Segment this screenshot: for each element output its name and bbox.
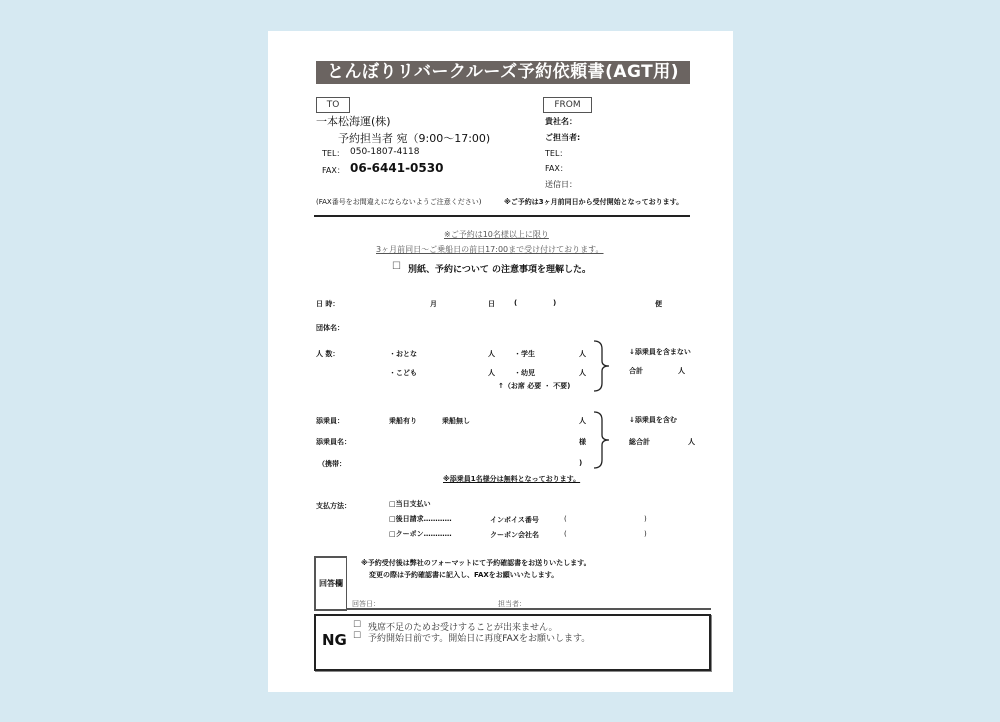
day-unit: 日 [488,300,495,308]
mobile-close: ) [579,459,583,467]
infant-unit: 人 [579,369,586,377]
to-recipient: 予約担当者 宛（9:00～17:00) [338,132,491,145]
notice-checkbox[interactable]: ☐ [392,261,401,272]
to-tel-label: TEL： [322,149,345,158]
from-person-label: ご担当者: [545,133,581,142]
ng-box [314,614,711,671]
from-tag: FROM [543,97,592,113]
payment-option-same-day[interactable]: □当日支払い [389,500,431,508]
payment-option-coupon[interactable]: □クーポン………… [389,530,452,538]
honorific: 様 [579,438,586,446]
invoice-open: ( [564,515,567,523]
adult-unit: 人 [488,350,495,358]
answer-note2: 変更の際は予約確認書に記入し、FAXをお願いいたします。 [369,571,559,579]
to-company: 一本松海運(株) [316,115,391,128]
incl-escort-note: ↓添乗員を含む [629,416,677,424]
to-fax-note: (FAX番号をお間違えにならないようご注意ください) [316,198,482,206]
escort-free-note: ※添乗員1名様分は無料となっております。 [443,475,581,483]
notice-line1: ※ご予約は10名様以上に限り [444,230,549,239]
student-unit: 人 [579,350,586,358]
from-fax-label: FAX： [545,164,568,173]
month-unit: 月 [430,300,437,308]
divider-top [314,215,690,217]
ng-option-1: 残席不足のためお受けすることが出来ません。 [368,623,558,633]
grand-total-unit: 人 [688,438,695,446]
answer-person-label: 担当者： [498,600,526,608]
datetime-label: 日 時： [316,300,340,308]
coupon-open: ( [564,530,567,538]
group-label: 団体名： [316,324,344,332]
total-unit: 人 [678,367,685,375]
escort-unit: 人 [579,417,586,425]
ng-checkbox-1[interactable]: ☐ [353,620,362,630]
from-company-label: 貴社名： [545,117,577,126]
reservation-form-page [268,31,733,692]
to-tag: TO [316,97,350,113]
to-fax-value: 06-6441-0530 [350,161,444,175]
answer-box-text: 回答欄 [319,579,343,588]
boarding-yes[interactable]: 乗船有り [389,417,417,425]
mobile-label: （携帯： [318,460,346,468]
ng-option-2: 予約開始日前です。開始日に再度FAXをお願いします。 [368,634,591,644]
seat-note: ↑（お席 必要 ・ 不要) [498,382,571,390]
student-label: ・学生 [514,350,535,358]
payment-option-invoice[interactable]: □後日請求………… [389,515,452,523]
form-title: とんぼりリバークルーズ予約依頼書(AGT用) [316,61,690,84]
brace-escort-icon [592,410,612,470]
brace-people-icon [592,339,612,393]
adult-label: ・おとな [389,350,417,358]
from-sent-date-label: 送信日： [545,180,577,189]
ng-checkbox-2[interactable]: ☐ [353,631,362,641]
boarding-no[interactable]: 乗船無し [442,417,470,425]
notice-checkbox-label: 別紙、予約について の注意事項を理解した。 [408,265,591,275]
child-unit: 人 [488,369,495,377]
to-tel-value: 050-1807-4118 [350,147,420,157]
total-label: 合計 [629,367,643,375]
people-label: 人 数： [316,350,340,358]
notice-line2: 3ヶ月前同日～ご乗船日の前日17:00まで受け付けております。 [376,245,604,254]
child-label: ・こども [389,369,417,377]
coupon-company-label: クーポン会社名 [490,531,539,539]
invoice-close: ) [644,515,647,523]
coupon-close: ) [644,530,647,538]
escort-name-label: 添乗員名： [316,438,351,446]
weekday-open: ( [514,299,518,307]
to-fax-label: FAX： [322,166,345,175]
ng-label: NG [322,631,347,649]
infant-label: ・幼児 [514,369,535,377]
from-note: ※ご予約は3ヶ月前同日から受付開始となっております。 [504,198,684,206]
flight-unit: 便 [655,300,662,308]
answer-box-label [314,556,347,611]
escort-label: 添乗員： [316,417,344,425]
answer-note1: ※予約受付後は弊社のフォーマットにて予約確認書をお送りいたします。 [361,559,591,567]
divider-answer [347,608,711,610]
weekday-close: ) [553,299,557,307]
grand-total-label: 総合計 [629,438,650,446]
answer-date-label: 回答日： [352,600,380,608]
payment-label: 支払方法： [316,502,351,510]
excl-escort-note: ↓添乗員を含まない [629,348,691,356]
from-tel-label: TEL： [545,149,568,158]
invoice-number-label: インボイス番号 [490,516,539,524]
